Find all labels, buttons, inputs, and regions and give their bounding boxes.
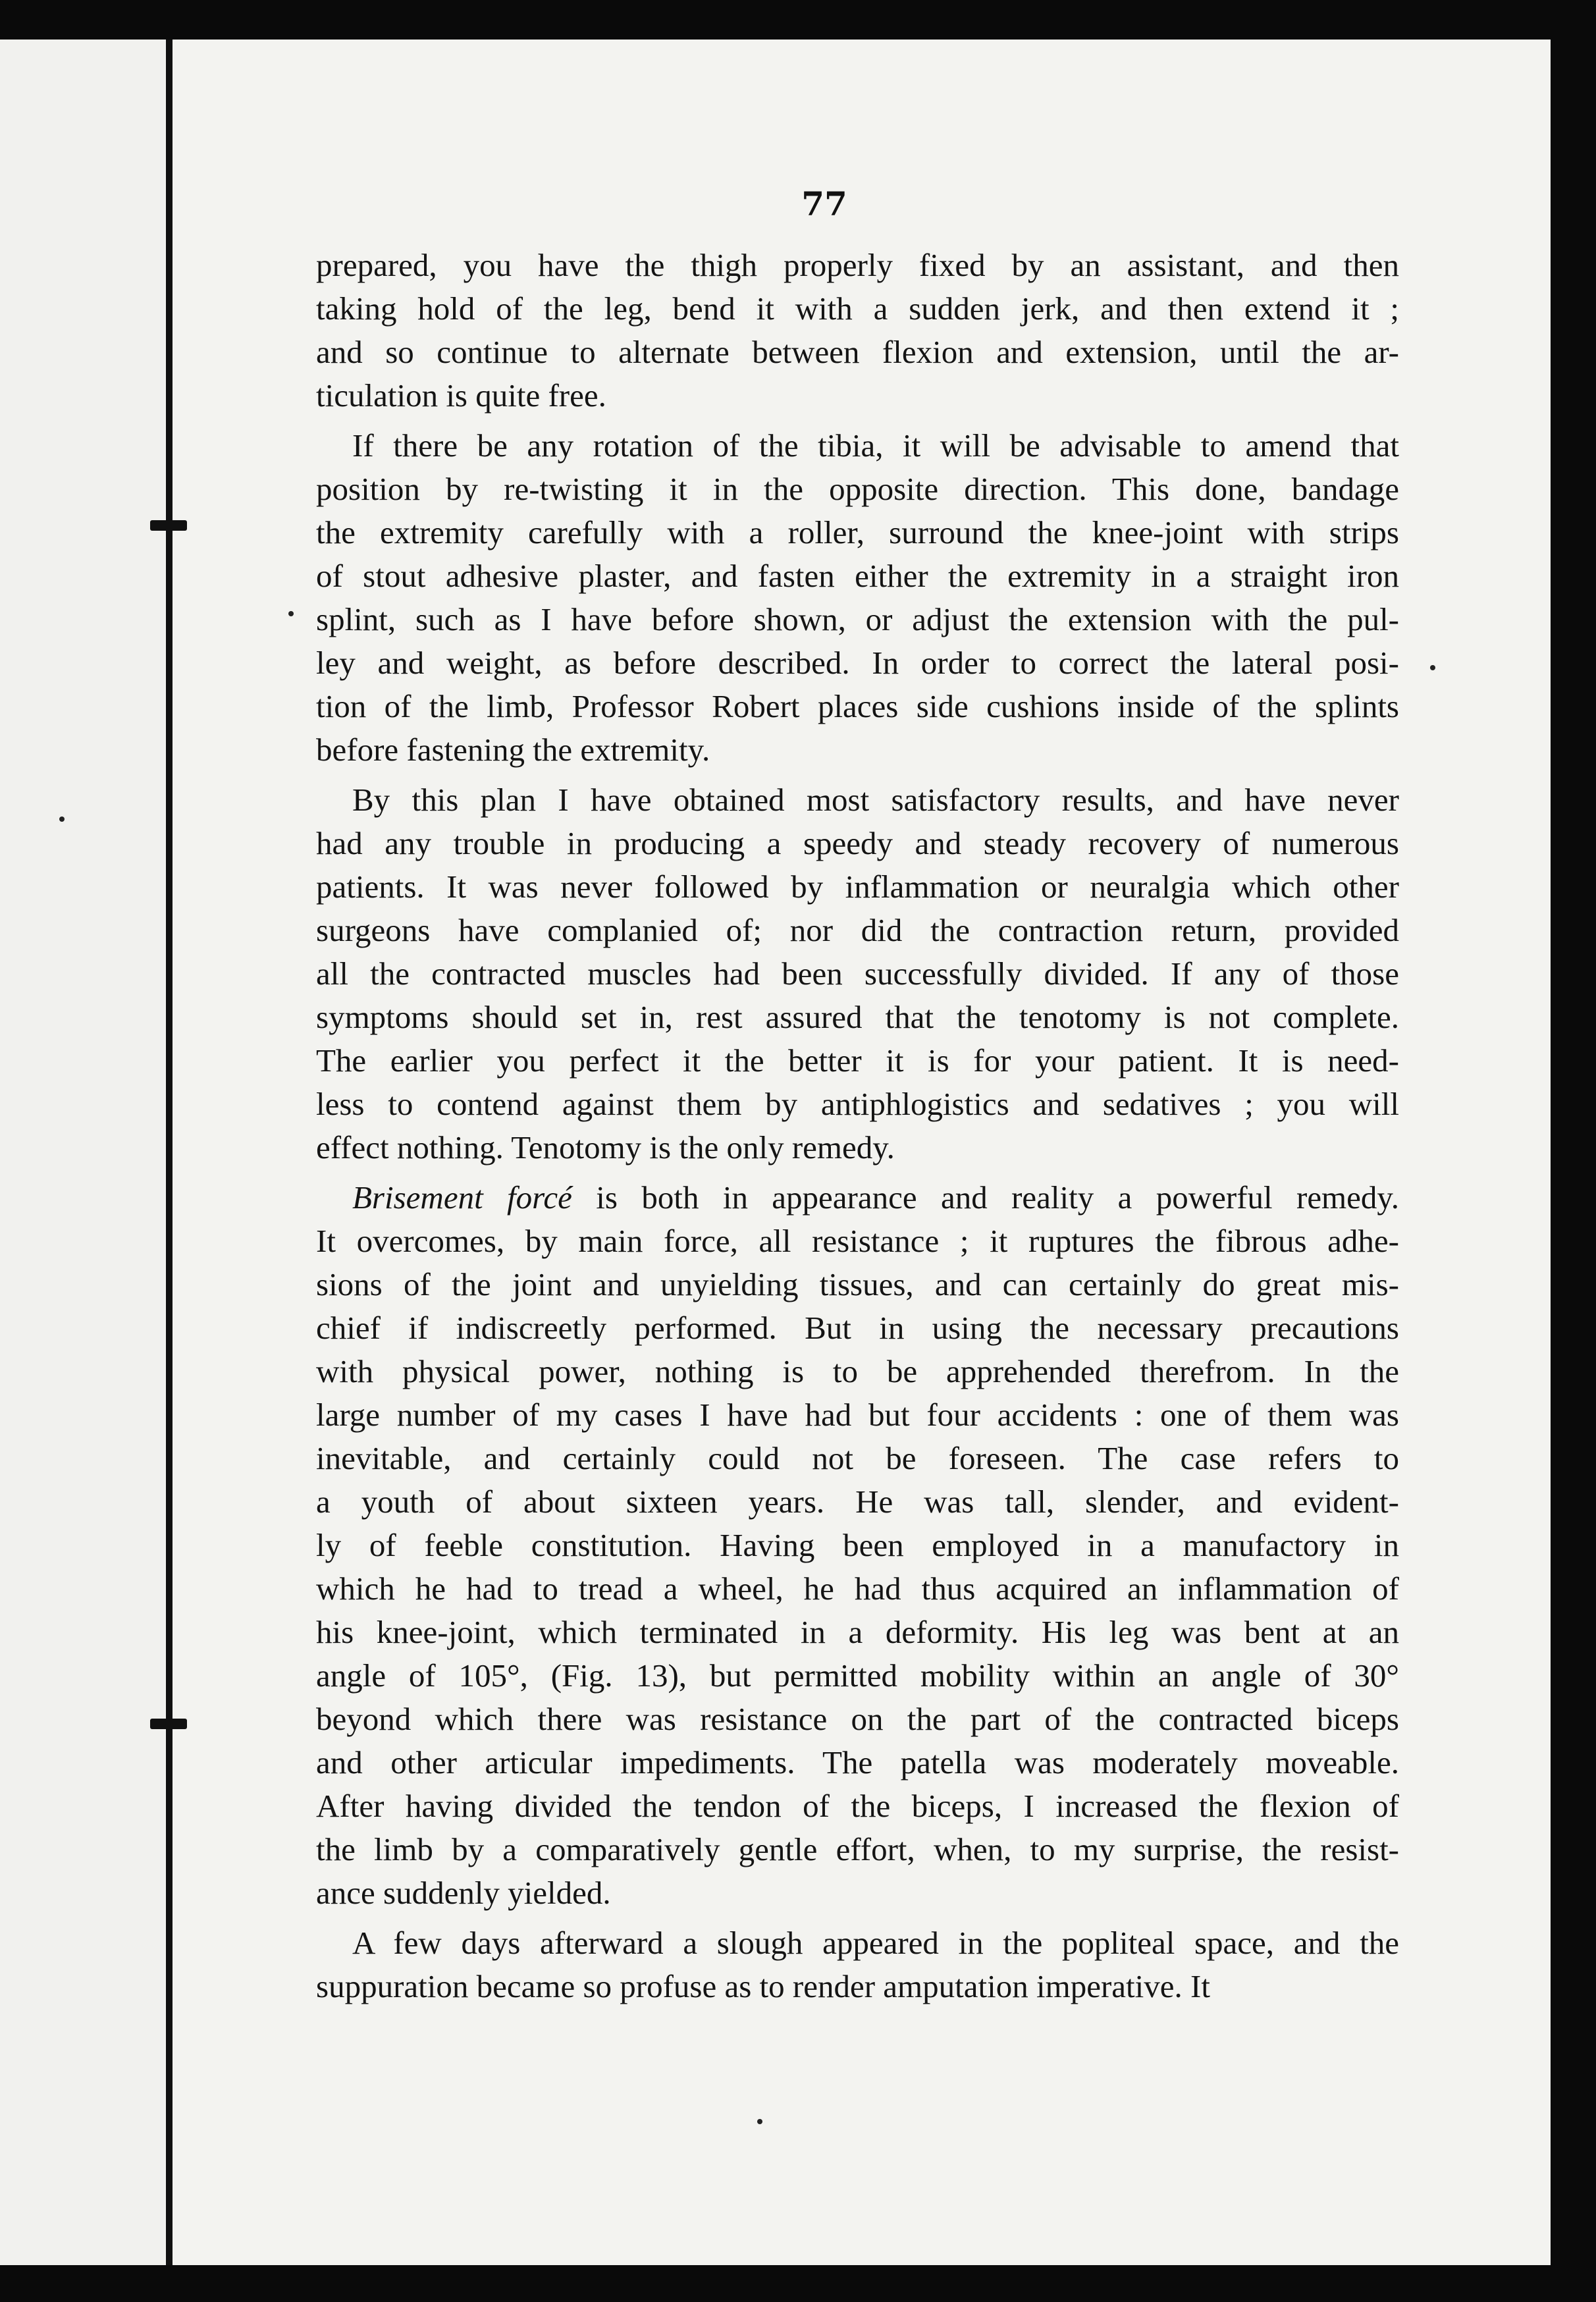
text-line: sions of the joint and unyielding tissues, and can certainly do great mis- [316,1266,1399,1302]
text-line: suppuration became so profuse as to render amputation imperative. It [316,1968,1210,2004]
text-line: with physical power, nothing is to be apprehended therefrom. In the [316,1353,1399,1389]
text-line: and other articular impediments. The patella was moderately moveable. [316,1744,1399,1780]
text-line: his knee-joint, which terminated in a deformity. His leg was bent at an [316,1614,1399,1650]
paragraph [316,1176,1399,1915]
text-line: beyond which there was resistance on the part of the contracted biceps [316,1701,1399,1737]
binding-stitch [150,1719,187,1729]
paragraph [316,778,1399,1169]
text-line: ly of feeble constitution. Having been employed in a manufactory in [316,1527,1399,1563]
text-line: angle of 105°, (Fig. 13), but permitted mobility within an angle of 30° [316,1657,1399,1694]
body-text [316,244,1399,2015]
text-line: By this plan I have obtained most satisfactory results, and have never [352,782,1399,818]
text-line: effect nothing. Tenotomy is the only remedy. [316,1129,895,1165]
text-line: the limb by a comparatively gentle effort, when, to my surprise, the resist- [316,1831,1399,1867]
text-line: ticulation is quite free. [316,377,606,414]
text-line: before fastening the extremity. [316,732,710,768]
text-line: of stout adhesive plaster, and fasten either the extremity in a straight iron [316,558,1399,594]
text-line: the extremity carefully with a roller, surround the knee-joint with strips [316,514,1399,550]
text-line: ance suddenly yielded. [316,1875,611,1911]
facing-page-edge [0,40,165,2265]
ink-speck [59,816,65,822]
italic-term: Brisement forcé [352,1179,572,1216]
text-line: surgeons have complanied of; nor did the contraction return, provided [316,912,1399,948]
binding-stitch [150,520,187,531]
text-line: A few days afterward a slough appeared in the popliteal space, and the [352,1925,1399,1961]
paragraph [316,424,1399,772]
text-line: less to contend against them by antiphlogistics and sedatives ; you will [316,1086,1399,1122]
text-line: If there be any rotation of the tibia, it will be advisable to amend that [352,427,1399,464]
text-line: prepared, you have the thigh properly fixed by an assistant, and then [316,247,1399,283]
text-line: The earlier you perfect it the better it is for your patient. It is need- [316,1042,1399,1079]
text-line: Brisement forcé is both in appearance and reality a powerful remedy. [352,1179,1399,1216]
text-line: which he had to tread a wheel, he had thus acquired an inflammation of [316,1570,1399,1607]
ink-speck [757,2119,762,2124]
text-line: all the contracted muscles had been successfully divided. If any of those [316,955,1399,992]
text-line: splint, such as I have before shown, or adjust the extension with the pul- [316,601,1399,637]
binding-thread [166,40,173,2265]
text-line: inevitable, and certainly could not be foreseen. The case refers to [316,1440,1399,1476]
text-line: taking hold of the leg, bend it with a sudden jerk, and then extend it ; [316,290,1399,327]
text-line: chief if indiscreetly performed. But in using the necessary precautions [316,1310,1399,1346]
text-line: position by re-twisting it in the opposite direction. This done, bandage [316,471,1399,507]
text-line: a youth of about sixteen years. He was tall, slender, and evident- [316,1484,1399,1520]
text-line: tion of the limb, Professor Robert places side cushions inside of the splints [316,688,1399,724]
text-line: symptoms should set in, rest assured that the tenotomy is not complete. [316,999,1399,1035]
ink-speck [1430,665,1435,670]
text-line: large number of my cases I have had but four accidents : one of them was [316,1397,1399,1433]
text-line: ley and weight, as before described. In order to correct the lateral posi- [316,645,1399,681]
text-line: and so continue to alternate between flexion and extension, until the ar- [316,334,1399,370]
text-line: It overcomes, by main force, all resistance ; it ruptures the fibrous adhe- [316,1223,1399,1259]
text-line: patients. It was never followed by inflammation or neuralgia which other [316,869,1399,905]
paragraph [316,244,1399,417]
paragraph [316,1921,1399,2008]
ink-speck [288,611,294,616]
text-line: After having divided the tendon of the biceps, I increased the flexion of [316,1788,1399,1824]
page-number: 77 [801,184,847,223]
text-line: had any trouble in producing a speedy and steady recovery of numerous [316,825,1399,861]
